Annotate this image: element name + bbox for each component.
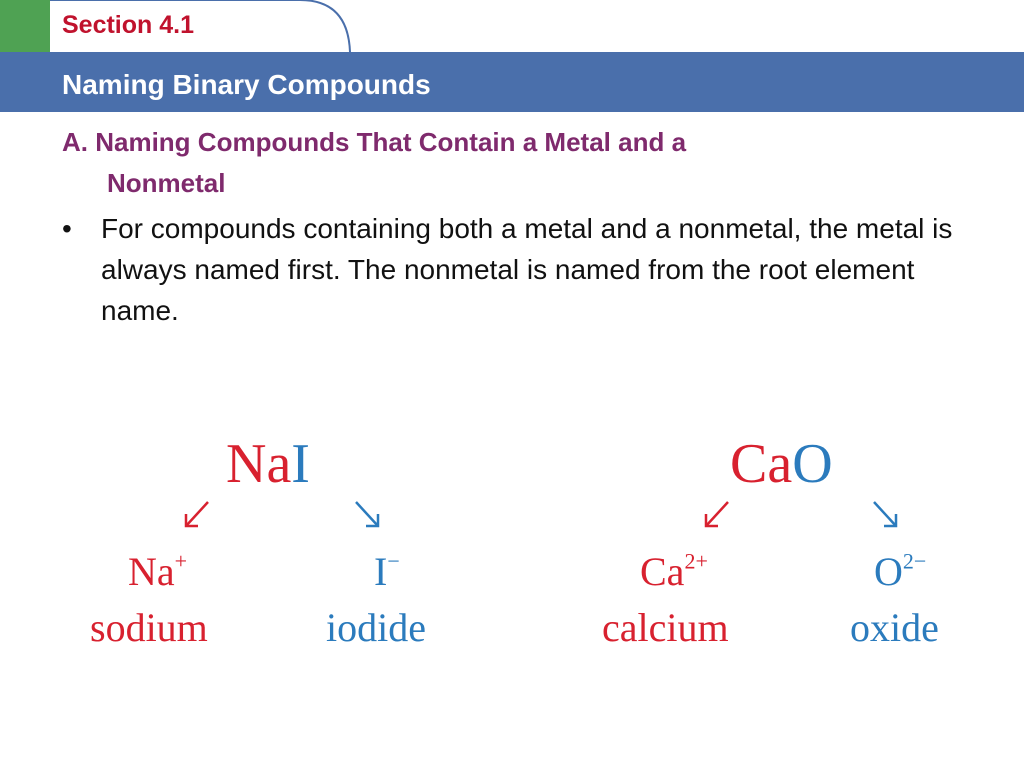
anion-name-iodide: iodide [326,605,426,650]
section-tab [0,0,350,52]
formula-metal: Ca [730,433,793,495]
cation-symbol: Ca [640,549,685,594]
arrow-down-left-icon [700,498,734,532]
cation-ca [640,548,708,595]
formula-nonmetal: O [792,433,833,495]
anion-name-oxide: oxide [850,605,939,650]
cation-charge: 2+ [684,548,708,574]
cation-name-calcium: calcium [602,605,729,650]
arrow-down-right-icon [350,498,384,532]
arrow-down-right-icon [868,498,902,532]
formula-cao [730,432,833,496]
cation-name-sodium: sodium [90,605,208,650]
bullet-symbol: • [62,213,72,244]
cation-symbol: Na [128,549,175,594]
formula-metal: Na [226,433,292,495]
bullet-text: For compounds containing both a metal and a nonmetal, the metal is always named first. The nonmetal is named from the root element name. [101,213,953,326]
anion-symbol: O [874,549,903,594]
title-banner [0,52,1024,112]
anion-charge: 2− [902,548,927,574]
subheading-line-2: Nonmetal [107,168,226,198]
formula-nai [226,432,310,496]
anion-charge: − [387,548,400,574]
section-label: Section 4.1 [62,11,194,39]
arrow-down-left-icon [180,498,214,532]
subheading [62,122,962,204]
anion-o [874,548,926,595]
formula-nonmetal: I [291,433,310,495]
anion-symbol: I [374,549,388,594]
subheading-line-1: A. Naming Compounds That Contain a Metal and a [62,127,687,157]
cation-na [128,548,187,595]
bullet-point [62,208,982,331]
cation-charge: + [174,548,188,574]
anion-i [374,548,400,595]
slide-title: Naming Binary Compounds [62,69,431,100]
section-color-marker [0,0,50,52]
